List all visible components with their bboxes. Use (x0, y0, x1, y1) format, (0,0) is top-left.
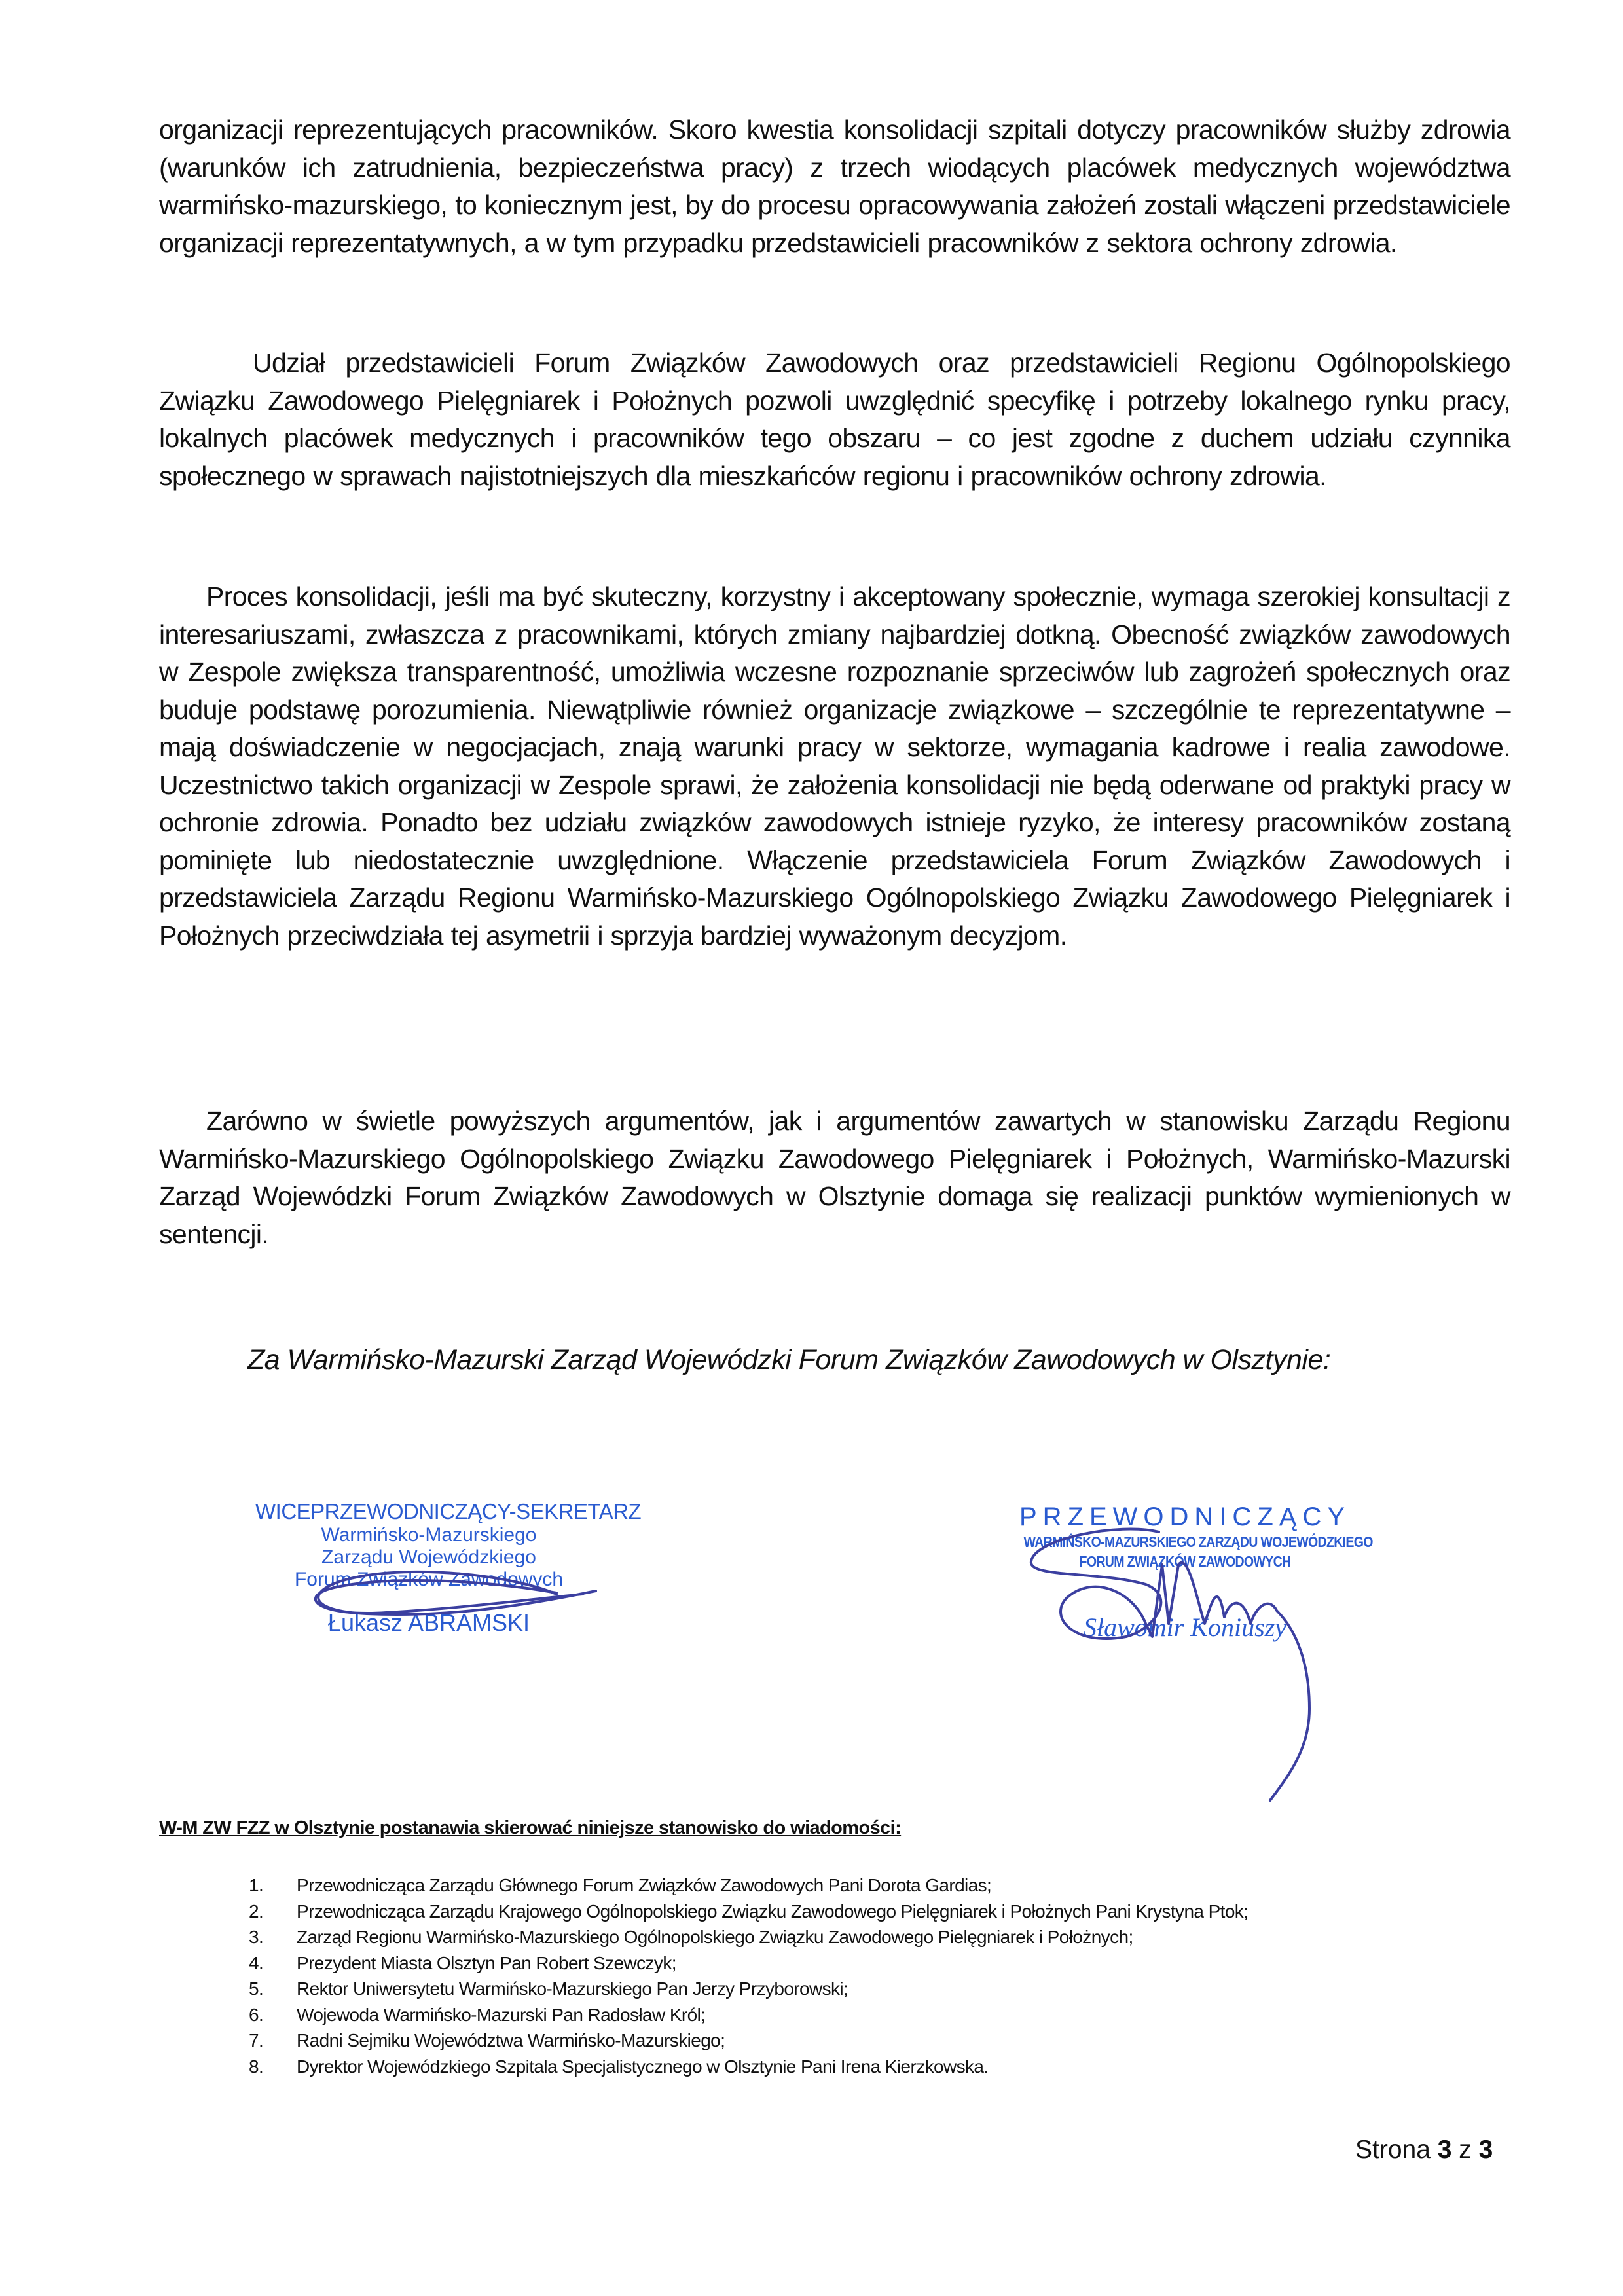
list-item (249, 1976, 1248, 2002)
stamp-chairman (995, 1503, 1375, 1643)
paragraph-4: Zarówno w świetle powyższych argumentów, jak i argumentów zawartych w stanowisku Zarządu Regionu Warmińsko-Mazurskiego Ogólnopolskiego Związku Zawodowego Pielęgniarek i Położnych, Warmińsko-Mazurski Zarząd Wojewódzki Forum Związków Zawodowych w Olsztynie domaga się realizacji punktów wymienionych w sentencji. (159, 1106, 1510, 1249)
paragraph-2: Udział przedstawicieli Forum Związków Zawodowych oraz przedstawicieli Regionu Ogólnopolskiego Związku Zawodowego Pielęgniarek i Położnych pozwoli uwzględnić specyfikę i potrzeby lokalnego rynku pracy, lokalnych placówek medycznych i pracowników tego obszaru – co jest zgodne z duchem udziału czynnika społecznego w sprawach najistotniejszych dla mieszkańców regionu i pracowników ochrony zdrowia. (159, 348, 1510, 491)
stamp-line: Warmińsko-Mazurskiego (321, 1524, 537, 1546)
list-item-number: 7. (249, 2030, 264, 2050)
paragraph-3: Proces konsolidacji, jeśli ma być skuteczny, korzystny i akceptowany społecznie, wymaga szerokiej konsultacji z interesariuszami, zwłaszcza z pracownikami, których zmiany najbardziej dotkną. Obecność związków zawodowych w Zespole zwiększa transparentność, umożliwia wczesne rozpoznanie sprzeciwów lub zagrożeń społecznych oraz buduje podstawę porozumienia. Niewątpliwie również organizacje związkowe – szczególnie te reprezentatywne – mają doświadczenie w negocjacjach, znają warunki pracy w sektorze, wymagania kadrowe i realia zawodowe. Uczestnictwo takich organizacji w Zespole sprawi, że założenia konsolidacji nie będą oderwane od praktyki pracy w ochronie zdrowia. Ponadto bez udziału związków zawodowych istnieje ryzyko, że interesy pracowników zostaną pominięte lub niedostatecznie uwzględnione. Włączenie przedstawiciela Forum Związków Zawodowych i przedstawiciela Zarządu Regionu Warmińsko-Mazurskiego Ogólnopolskiego Związku Zawodowego Pielęgniarek i Położnych przeciwdziała tej asymetrii i sprzyja bardziej wyważonym decyzjom. (159, 581, 1510, 951)
list-item (249, 1899, 1248, 1925)
list-item-number: 1. (249, 1875, 264, 1895)
distribution-heading: W-M ZW FZZ w Olsztynie postanawia skierować niniejsze stanowisko do wiadomości: (159, 1817, 902, 1838)
list-item-text: Radni Sejmiku Województwa Warmińsko-Mazurskiego; (297, 2030, 725, 2050)
list-item (249, 2028, 1248, 2054)
list-item-text: Dyrektor Wojewódzkiego Szpitala Specjalistycznego w Olsztynie Pani Irena Kierzkowska. (297, 2056, 989, 2077)
list-item-text: Przewodnicząca Zarządu Głównego Forum Związków Zawodowych Pani Dorota Gardias; (297, 1875, 992, 1895)
list-item-text: Rektor Uniwersytetu Warmińsko-Mazurskiego Pan Jerzy Przyborowski; (297, 1978, 848, 1999)
page-label: Strona (1355, 2136, 1431, 2164)
stamp-vice-chairman (255, 1499, 642, 1637)
list-item-text: Przewodnicząca Zarządu Krajowego Ogólnopolskiego Związku Zawodowego Pielęgniarek i Położnych Pani Krystyna Ptok; (297, 1901, 1249, 1922)
closing-line: Za Warmińsko-Mazurski Zarząd Wojewódzki Forum Związków Zawodowych w Olsztynie: (247, 1344, 1331, 1376)
list-item (249, 2054, 1248, 2080)
list-item-number: 8. (249, 2056, 264, 2077)
stamp-name: Łukasz ABRAMSKI (327, 1609, 530, 1636)
list-item-number: 5. (249, 1978, 264, 1999)
stamp-line: FORUM ZWIĄZKÓW ZAWODOWYCH (1079, 1553, 1291, 1570)
list-item-number: 4. (249, 1952, 264, 1973)
stamp-line: Zarządu Wojewódzkiego (321, 1546, 536, 1568)
stamp-line: WARMIŃSKO-MAZURSKIEGO ZARZĄDU WOJEWÓDZKIEGO (1023, 1533, 1373, 1550)
list-item (249, 1872, 1248, 1899)
stamp-name: Sławomir Koniuszy (1083, 1613, 1287, 1642)
current-page: 3 (1437, 2136, 1452, 2164)
list-item-text: Prezydent Miasta Olsztyn Pan Robert Szewczyk; (297, 1952, 676, 1973)
list-item-number: 3. (249, 1927, 264, 1947)
list-item (249, 2002, 1248, 2028)
list-item-number: 6. (249, 2004, 264, 2025)
stamp-title: WICEPRZEWODNICZĄCY-SEKRETARZ (255, 1499, 642, 1523)
paragraph-1: organizacji reprezentujących pracowników. Skoro kwestia konsolidacji szpitali dotyczy pracowników służby zdrowia (warunków ich zatrudnienia, bezpieczeństwa pracy) z trzech wiodących placówek medycznych województwa warmińsko-mazurskiego, to koniecznym jest, by do procesu opracowywania założeń zostali włączeni przedstawiciele organizacji reprezentatywnych, a w tym przypadku przedstawicieli pracowników z sektora ochrony zdrowia. (159, 115, 1510, 258)
distribution-list (249, 1872, 1248, 2079)
list-item-number: 2. (249, 1901, 264, 1922)
list-item (249, 1950, 1248, 1977)
page-separator: z (1459, 2136, 1472, 2164)
total-pages: 3 (1478, 2136, 1493, 2164)
list-item-text: Wojewoda Warmińsko-Mazurski Pan Radosław Król; (297, 2004, 706, 2025)
page-number (1355, 2136, 1493, 2164)
stamp-line: Forum Związków Zawodowych (294, 1569, 564, 1590)
list-item (249, 1924, 1248, 1950)
stamp-title: PRZEWODNICZĄCY (1019, 1503, 1351, 1531)
list-item-text: Zarząd Regionu Warmińsko-Mazurskiego Ogólnopolskiego Związku Zawodowego Pielęgniarek i Położnych; (297, 1927, 1133, 1947)
